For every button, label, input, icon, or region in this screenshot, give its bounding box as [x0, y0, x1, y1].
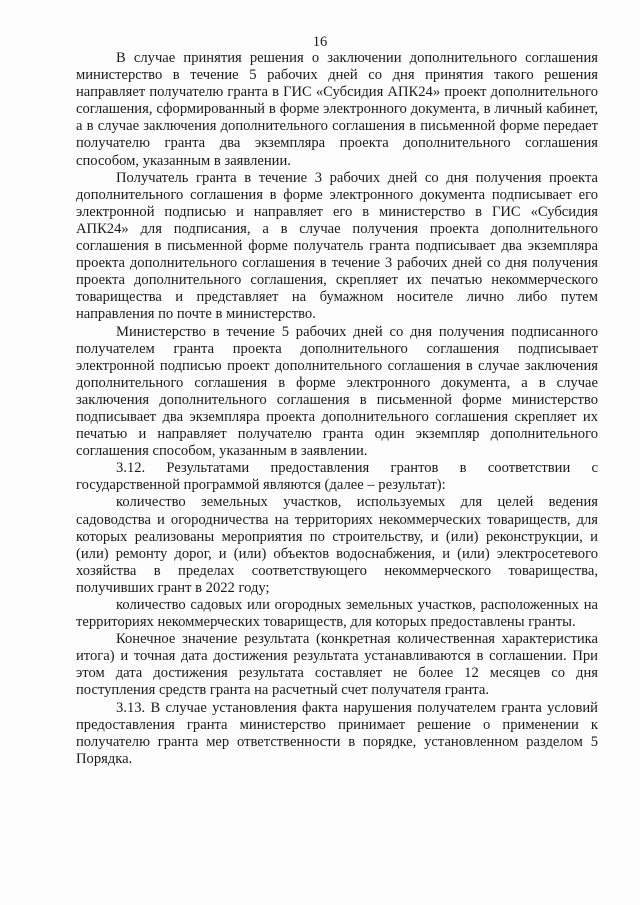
paragraph-result-land-plots: количество земельных участков, используемых для целей ведения садоводства и огородничества на территориях некоммерческих товариществ, для которых реализованы мероприятия по строительству, и (или) реконструкции, и (или) ремонту дорог, и (или) объектов водоснабжения, и (или) электросетевого хозяйства в пределах соответствующего некоммерческого товарищества, получивших грант в 2022 году;: [76, 494, 598, 596]
page-number: 16: [312, 34, 328, 50]
paragraph-recipient-signing: Получатель гранта в течение 3 рабочих дней со дня получения проекта дополнительного соглашения в форме электронного документа подписывает его электронной подписью и направляет его в министерство в ГИС «Субсидия АПК24» для подписания, а в случае получения проекта дополнительного соглашения в письменной форме получатель гранта подписывает два экземпляра проекта дополнительного соглашения в течение 3 рабочих дней со дня получения проекта дополнительного соглашения, скрепляет их печатью некоммерческого товарищества и представляет на бумажном носителе лично либо путем направления по почте в министерство.: [76, 169, 598, 323]
paragraph-final-value: Конечное значение результата (конкретная количественная характеристика итога) и точная дата достижения результата устанавливаются в соглашении. При этом дата достижения результата составляет не более 12 месяцев со дня поступления средств гранта на расчетный счет получателя гранта.: [76, 631, 598, 699]
paragraph-result-garden-plots: количество садовых или огородных земельных участков, расположенных на территориях некоммерческих товариществ, для которых предоставлены гранты.: [76, 597, 598, 631]
paragraph-section-3-12: 3.12. Результатами предоставления грантов в соответствии с государственной программой являются (далее – результат):: [76, 460, 598, 494]
paragraph-agreement-sending: В случае принятия решения о заключении дополнительного соглашения министерство в течение 5 рабочих дней со дня принятия такого решения направляет получателю гранта в ГИС «Субсидия АПК24» проект дополнительного соглашения, сформированный в форме электронного документа, в личный кабинет, а в случае заключения дополнительного соглашения в письменной форме передает получателю гранта два экземпляра проекта дополнительного соглашения способом, указанным в заявлении.: [76, 50, 598, 169]
paragraph-section-3-13: 3.13. В случае установления факта нарушения получателем гранта условий предоставления гранта министерство принимает решение о применении к получателю гранта мер ответственности в порядке, установленном разделом 5 Порядка.: [76, 699, 598, 767]
document-body: [76, 50, 598, 768]
paragraph-ministry-signing: Министерство в течение 5 рабочих дней со дня получения подписанного получателем гранта проекта дополнительного соглашения подписывает электронной подписью проект дополнительного соглашения в случае заключения дополнительного соглашения в форме электронного документа, а в случае заключения дополнительного соглашения в письменной форме министерство подписывает два экземпляра проекта дополнительного соглашения скрепляет их печатью и направляет получателю гранта один экземпляр дополнительного соглашения способом, указанным в заявлении.: [76, 323, 598, 460]
